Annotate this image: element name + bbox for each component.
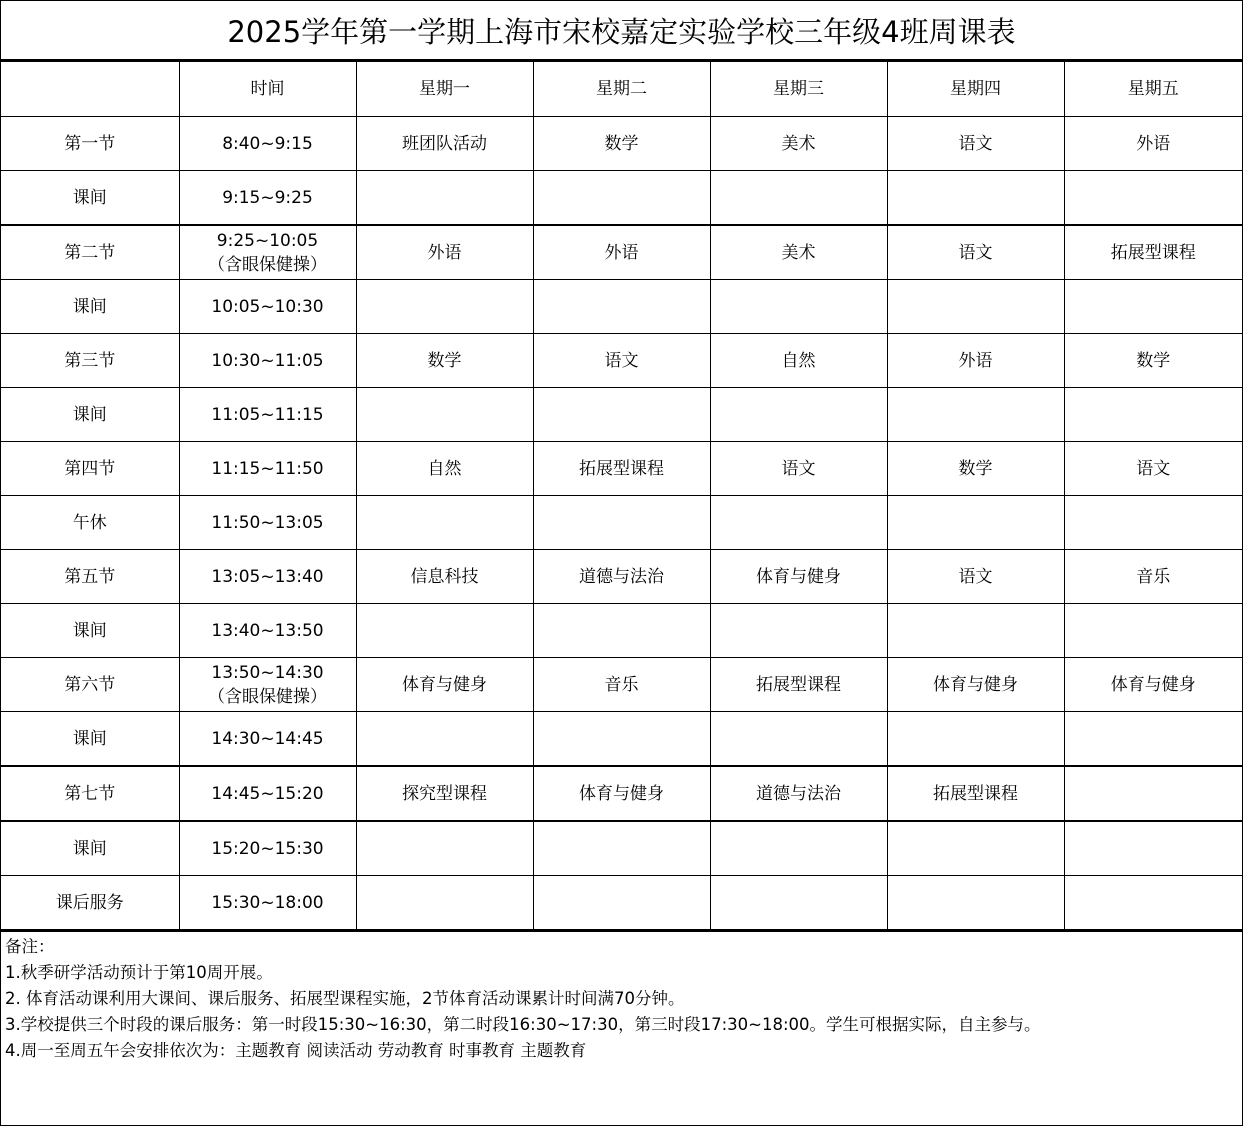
subject-cell: 语文 [710,442,887,496]
subject-cell [356,876,533,930]
subject-cell: 语文 [887,550,1064,604]
period-name-cell: 第七节 [1,766,179,821]
subject-cell: 体育与健身 [1064,658,1242,712]
subject-cell [533,821,710,876]
subject-cell: 语文 [533,334,710,388]
subject-cell: 外语 [1064,117,1242,171]
period-time-cell [179,225,356,280]
subject-cell: 体育与健身 [533,766,710,821]
subject-cell [1064,496,1242,550]
subject-cell [533,876,710,930]
period-name-cell: 第五节 [1,550,179,604]
subject-cell: 外语 [356,225,533,280]
header-row [1,62,1242,117]
period-name-cell: 课间 [1,712,179,767]
period-time: 14:30~14:45 [211,728,324,749]
note-line: 4.周一至周五午会安排依次为：主题教育 阅读活动 劳动教育 时事教育 主题教育 [5,1041,587,1060]
subject-cell: 体育与健身 [356,658,533,712]
period-time-note: （含眼保健操） [208,254,327,275]
subject-cell: 体育与健身 [710,550,887,604]
subject-cell: 探究型课程 [356,766,533,821]
timetable-row [1,280,1242,334]
header-cell-wednesday: 星期三 [710,62,887,117]
subject-cell: 数学 [1064,334,1242,388]
subject-cell [356,712,533,767]
period-time-cell [179,550,356,604]
subject-cell: 语文 [887,225,1064,280]
subject-cell: 美术 [710,225,887,280]
header-cell-blank [1,62,179,117]
timetable-row [1,388,1242,442]
period-time-cell [179,334,356,388]
period-time-cell [179,171,356,226]
subject-cell [887,280,1064,334]
period-name-cell: 课后服务 [1,876,179,930]
timetable-row [1,334,1242,388]
header-cell-thursday: 星期四 [887,62,1064,117]
note-line: 1.秋季研学活动预计于第10周开展。 [5,963,273,982]
period-time: 13:40~13:50 [211,620,324,641]
subject-cell [710,821,887,876]
notes-section [1,930,1242,1125]
timetable-row [1,658,1242,712]
period-name-cell: 第一节 [1,117,179,171]
subject-cell [710,280,887,334]
subject-cell [1064,171,1242,226]
timetable-row [1,496,1242,550]
period-name-cell: 第六节 [1,658,179,712]
subject-cell [710,496,887,550]
period-time: 8:40~9:15 [222,133,313,154]
page-title: 2025学年第一学期上海市宋校嘉定实验学校三年级4班周课表 [1,1,1242,61]
subject-cell: 语文 [887,117,1064,171]
subject-cell [887,496,1064,550]
subject-cell [533,712,710,767]
subject-cell [887,388,1064,442]
subject-cell [356,388,533,442]
timetable-row [1,766,1242,821]
subject-cell [533,280,710,334]
timetable-row [1,604,1242,658]
period-time-cell [179,821,356,876]
subject-cell: 外语 [887,334,1064,388]
subject-cell [1064,766,1242,821]
subject-cell: 音乐 [533,658,710,712]
subject-cell [533,171,710,226]
timetable-row [1,442,1242,496]
subject-cell [533,496,710,550]
notes-heading: 备注： [5,937,55,956]
header-cell-friday: 星期五 [1064,62,1242,117]
subject-cell [887,171,1064,226]
period-name-cell: 第四节 [1,442,179,496]
subject-cell: 自然 [710,334,887,388]
timetable-row [1,225,1242,280]
subject-cell [1064,388,1242,442]
subject-cell [533,388,710,442]
period-name-cell: 课间 [1,821,179,876]
subject-cell [356,171,533,226]
period-name-cell: 课间 [1,171,179,226]
subject-cell [1064,821,1242,876]
period-name-cell: 课间 [1,604,179,658]
timetable-row [1,117,1242,171]
period-time: 10:05~10:30 [211,296,324,317]
period-time-cell [179,712,356,767]
timetable-row [1,876,1242,930]
period-time-cell [179,280,356,334]
period-time: 10:30~11:05 [211,350,324,371]
period-time: 11:05~11:15 [211,404,324,425]
note-line: 3.学校提供三个时段的课后服务：第一时段15:30~16:30，第二时段16:30~17:30，第三时段17:30~18:00。学生可根据实际，自主参与。 [5,1015,1041,1034]
subject-cell: 拓展型课程 [1064,225,1242,280]
period-name-cell: 课间 [1,280,179,334]
subject-cell [1064,876,1242,930]
subject-cell: 数学 [887,442,1064,496]
subject-cell [710,604,887,658]
timetable-row [1,171,1242,226]
subject-cell: 数学 [533,117,710,171]
subject-cell: 信息科技 [356,550,533,604]
period-time: 11:15~11:50 [211,458,324,479]
timetable-grid [1,61,1242,930]
subject-cell: 美术 [710,117,887,171]
period-time: 14:45~15:20 [211,783,324,804]
subject-cell [1064,604,1242,658]
period-time: 11:50~13:05 [211,512,324,533]
subject-cell: 拓展型课程 [887,766,1064,821]
subject-cell [1064,712,1242,767]
subject-cell [710,388,887,442]
period-time-note: （含眼保健操） [208,686,327,707]
subject-cell: 拓展型课程 [533,442,710,496]
period-time: 13:05~13:40 [211,566,324,587]
subject-cell: 班团队活动 [356,117,533,171]
period-name-cell: 午休 [1,496,179,550]
header-cell-time: 时间 [179,62,356,117]
note-line: 2. 体育活动课利用大课间、课后服务、拓展型课程实施，2节体育活动课累计时间满70分钟。 [5,989,685,1008]
subject-cell [887,712,1064,767]
period-time-cell [179,388,356,442]
period-time: 13:50~14:30 [211,662,324,683]
subject-cell [356,280,533,334]
timetable-body [1,62,1242,930]
subject-cell [533,604,710,658]
subject-cell [887,604,1064,658]
timetable-row [1,712,1242,767]
subject-cell: 拓展型课程 [710,658,887,712]
subject-cell: 道德与法治 [533,550,710,604]
header-cell-tuesday: 星期二 [533,62,710,117]
subject-cell: 道德与法治 [710,766,887,821]
period-time-cell [179,876,356,930]
period-time-cell [179,496,356,550]
period-time: 15:20~15:30 [211,838,324,859]
subject-cell [1064,280,1242,334]
period-time-cell [179,658,356,712]
period-time: 9:15~9:25 [222,187,313,208]
subject-cell: 数学 [356,334,533,388]
timetable-row [1,821,1242,876]
subject-cell: 体育与健身 [887,658,1064,712]
period-name-cell: 第二节 [1,225,179,280]
subject-cell [356,821,533,876]
period-time-cell [179,442,356,496]
subject-cell: 音乐 [1064,550,1242,604]
period-time: 15:30~18:00 [211,892,324,913]
header-cell-monday: 星期一 [356,62,533,117]
subject-cell [356,604,533,658]
period-time-cell [179,604,356,658]
subject-cell: 语文 [1064,442,1242,496]
subject-cell: 外语 [533,225,710,280]
timetable-row [1,550,1242,604]
period-time-cell [179,117,356,171]
subject-cell: 自然 [356,442,533,496]
subject-cell [710,876,887,930]
period-time: 9:25~10:05 [216,230,319,251]
subject-cell [710,171,887,226]
subject-cell [356,496,533,550]
subject-cell [887,876,1064,930]
subject-cell [887,821,1064,876]
period-name-cell: 第三节 [1,334,179,388]
subject-cell [710,712,887,767]
period-name-cell: 课间 [1,388,179,442]
period-time-cell [179,766,356,821]
